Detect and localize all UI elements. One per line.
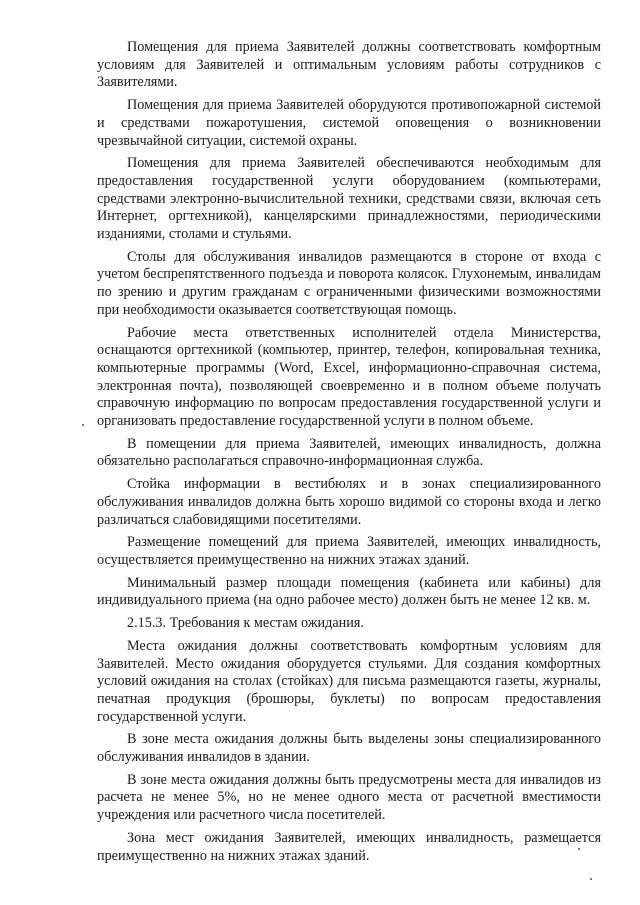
- document-body: [97, 39, 601, 870]
- paragraph-waiting-seats: В зоне места ожидания должны быть предусмотрены места для инвалидов из расчета не менее 5%, но не менее одного места от расчетной вместимости учреждения или расчетного числа посетителей.: [97, 771, 601, 824]
- paragraph-waiting-floors: Зона мест ожидания Заявителей, имеющих инвалидность, размещается преимущественно на нижних этажах зданий.: [97, 829, 601, 864]
- paragraph-disabled-tables: Столы для обслуживания инвалидов размещаются в стороне от входа с учетом беспрепятственного подъезда и поворота колясок. Глухонемым, инвалидам по зрению и другим гражданам с ограниченными физическими возможностями при необходимости оказывается соответствующая помощь.: [97, 248, 601, 318]
- paragraph-min-area: Минимальный размер площади помещения (кабинета или кабины) для индивидуального приема (на одно рабочее место) должен быть не менее 12 кв. м.: [97, 574, 601, 609]
- paragraph-premises-comfort: Помещения для приема Заявителей должны соответствовать комфортным условиям для Заявителей и оптимальным условиям работы сотрудников с Заявителями.: [97, 39, 601, 91]
- paragraph-fire-safety: Помещения для приема Заявителей оборудуются противопожарной системой и средствами пожаротушения, системой оповещения о возникновении чрезвычайной ситуации, системой охраны.: [97, 97, 601, 149]
- paragraph-waiting-comfort: Места ожидания должны соответствовать комфортным условиям для Заявителей. Место ожидания оборудуется стульями. Для создания комфортных условий ожидания на столах (стойках) для письма размещаются газеты, журналы, печатная продукция (брошюры, буклеты) по вопросам предоставления государственной услуги.: [97, 637, 601, 725]
- paragraph-equipment: Помещения для приема Заявителей обеспечиваются необходимым для предоставления государственной услуги оборудованием (компьютерами, средствами электронно-вычислительной техники, средствами связи, включая сеть Интернет, оргтехникой), канцелярскими принадлежностями, периодическими изданиями, столами и стульями.: [97, 155, 601, 243]
- paragraph-lower-floors: Размещение помещений для приема Заявителей, имеющих инвалидность, осуществляется преимущественно на нижних этажах зданий.: [97, 534, 601, 568]
- section-heading: 2.15.3. Требования к местам ожидания.: [127, 615, 364, 632]
- scan-speck: [590, 878, 592, 880]
- scan-speck: [82, 424, 84, 426]
- paragraph-waiting-zones: В зоне места ожидания должны быть выделены зоны специализированного обслуживания инвалидов в здании.: [97, 731, 601, 766]
- scan-speck: [578, 848, 580, 850]
- paragraph-info-desk: Стойка информации в вестибюлях и в зонах специализированного обслуживания инвалидов должна быть хорошо видимой со стороны входа и легко различаться слабовидящими посетителями.: [97, 476, 601, 528]
- paragraph-workplaces: Рабочие места ответственных исполнителей отдела Министерства, оснащаются оргтехникой (компьютер, принтер, телефон, копировальная техника, компьютерные программы (Word, Excel, информационно-справочная система, электронная почта), позволяющей своевременно и в полном объеме получать справочную информацию по вопросам предоставления государственной услуги и организовать предоставление государственной услуги в полном объеме.: [97, 324, 601, 430]
- paragraph-info-service: В помещении для приема Заявителей, имеющих инвалидность, должна обязательно располагаться справочно-информационная служба.: [97, 435, 601, 470]
